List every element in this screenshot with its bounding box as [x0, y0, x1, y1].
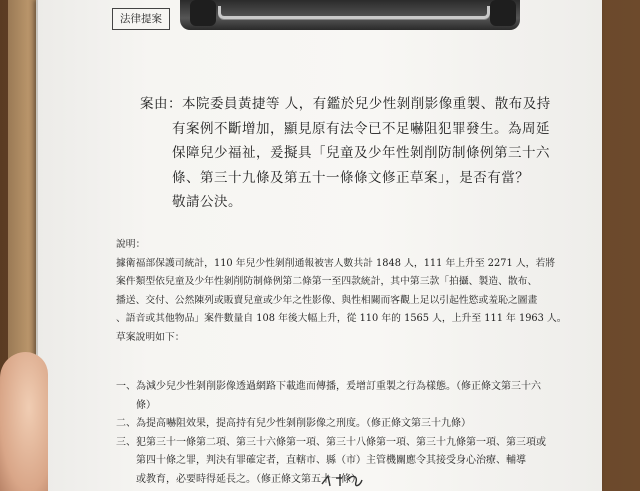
- explanation-line: 、語音或其他物品」案件數量自 108 年後大幅上升，從 110 年的 1565 人，上升至 111 年 1963 人。: [116, 313, 567, 324]
- list-item: 二、為提高嚇阻效果，提高持有兒少性剝削影像之刑度。（修正條文第三十九條）: [116, 418, 471, 429]
- list-item-continuation: 第四十條之罪，判決有罪確定者，直轄市、縣（市）主管機關應令其接受身心治療、輔導: [136, 455, 526, 466]
- document-tag: 法律提案: [112, 8, 170, 30]
- handwritten-mark: [318, 470, 366, 490]
- clip-hinge-left: [190, 0, 216, 26]
- clip-hinge-right: [490, 0, 516, 26]
- case-line-1: 案由：本院委員黃捷等 人，有鑑於兒少性剝削影像重製、散布及持: [140, 96, 551, 112]
- explanation-line: 據衛福部保護司統計，110 年兒少性剝削通報被害人數共計 1848 人，111 年上升至 2271 人，若將: [116, 257, 556, 269]
- explanation-section: [116, 236, 586, 347]
- explanation-line: 案件類型依兒童及少年性剝削防制條例第二條第一至四款統計，其中第三款「拍攝、製造、散布、: [116, 276, 538, 287]
- clip-wire: [218, 6, 490, 19]
- thumb: [0, 352, 48, 491]
- case-label: 案由：: [140, 96, 182, 112]
- list-item: 三、犯第三十一條第二項、第三十六條第一項、第三十八條第一項、第三十九條第一項、第三項或: [116, 436, 546, 448]
- explanation-line: 播送、交付、公然陳列或販賣兒童或少年之性影像、與性相關而客觀上足以引起性慾或羞恥之圖畫: [116, 294, 538, 306]
- case-line-4: 條、第三十九條及第五十一條條文修正草案」，是否有當？: [172, 169, 530, 186]
- explanation-line: 草案說明如下：: [116, 331, 185, 343]
- list-item: 一、為減少兒少性剝削影像透過網路下載進而傳播，爰增訂重製之行為樣態。（修正條文第三十六: [116, 381, 541, 392]
- case-line-3: 保障兒少福祉，爰擬具「兒童及少年性剝削防制條例第三十六: [172, 145, 550, 161]
- explanation-title: 說明：: [116, 239, 146, 250]
- case-line-2: 有案例不斷增加，顯見原有法令已不足嚇阻犯罪發生。為周延: [172, 120, 550, 137]
- list-item-continuation: 條）: [136, 399, 156, 411]
- case-section: [140, 92, 560, 215]
- case-line-5: 敬請公決。: [172, 194, 242, 210]
- list-item-continuation: 或教育，必要時得延長之。（修正條文第五十一條）: [136, 473, 361, 485]
